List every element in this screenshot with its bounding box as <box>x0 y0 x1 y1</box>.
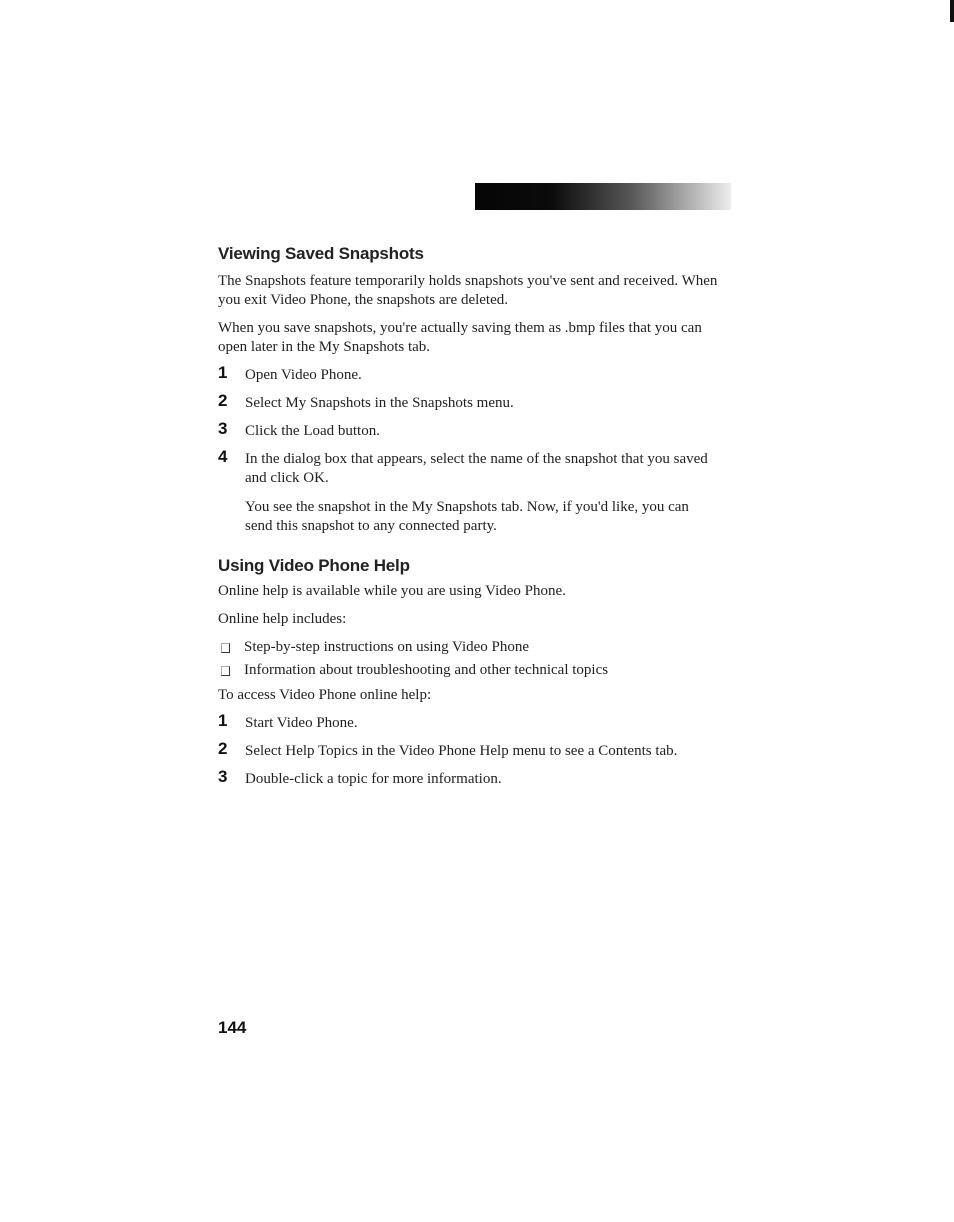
bullet-item <box>218 661 718 680</box>
step-text: Open Video Phone. <box>245 367 362 383</box>
paragraph: The Snapshots feature temporarily holds snapshots you've sent and received. When you exit Video Phone, the snapshots are deleted. <box>218 273 718 308</box>
step-number: 3 <box>218 767 228 786</box>
paragraph: Online help includes: <box>218 611 347 627</box>
step-number: 2 <box>218 739 228 758</box>
checkbox-bullet-icon <box>218 638 244 657</box>
bullet-text: Information about troubleshooting and other technical topics <box>244 662 609 678</box>
paragraph: To access Video Phone online help: <box>218 687 432 703</box>
step-item <box>218 739 718 761</box>
page-number: 144 <box>218 1018 247 1037</box>
page-content <box>218 244 718 798</box>
step-item <box>218 767 718 789</box>
chapter-header-bar <box>475 183 731 210</box>
step-item <box>218 391 718 413</box>
step-text: Select My Snapshots in the Snapshots menu. <box>245 395 514 411</box>
bullet-text: Step-by-step instructions on using Video Phone <box>244 639 530 655</box>
step-note: You see the snapshot in the My Snapshots tab. Now, if you'd like, you can send this snapshot to any connected party. <box>245 499 689 534</box>
steps-list-help <box>218 711 718 789</box>
step-item <box>218 419 718 441</box>
paragraph: Online help is available while you are using Video Phone. <box>218 583 566 599</box>
step-item <box>218 711 718 733</box>
step-text: In the dialog box that appears, select the name of the snapshot that you saved and click OK. <box>245 451 708 486</box>
step-text: Click the Load button. <box>245 423 380 439</box>
page-edge-mark <box>950 0 954 22</box>
step-number: 2 <box>218 391 228 410</box>
step-number: 3 <box>218 419 228 438</box>
step-item <box>218 447 718 536</box>
step-text: Start Video Phone. <box>245 715 358 731</box>
steps-list-viewing <box>218 363 718 536</box>
bullet-item <box>218 638 718 657</box>
step-text: Double-click a topic for more information. <box>245 771 502 787</box>
step-number: 1 <box>218 711 228 730</box>
section-title-viewing-snapshots: Viewing Saved Snapshots <box>218 244 424 263</box>
bullet-list <box>218 638 718 680</box>
section-title-video-phone-help: Using Video Phone Help <box>218 556 410 575</box>
checkbox-bullet-icon <box>218 661 244 680</box>
step-number: 4 <box>218 447 228 466</box>
step-item <box>218 363 718 385</box>
step-number: 1 <box>218 363 228 382</box>
paragraph: When you save snapshots, you're actually saving them as .bmp files that you can open later in the My Snapshots tab. <box>218 320 702 355</box>
step-text: Select Help Topics in the Video Phone Help menu to see a Contents tab. <box>245 743 678 759</box>
